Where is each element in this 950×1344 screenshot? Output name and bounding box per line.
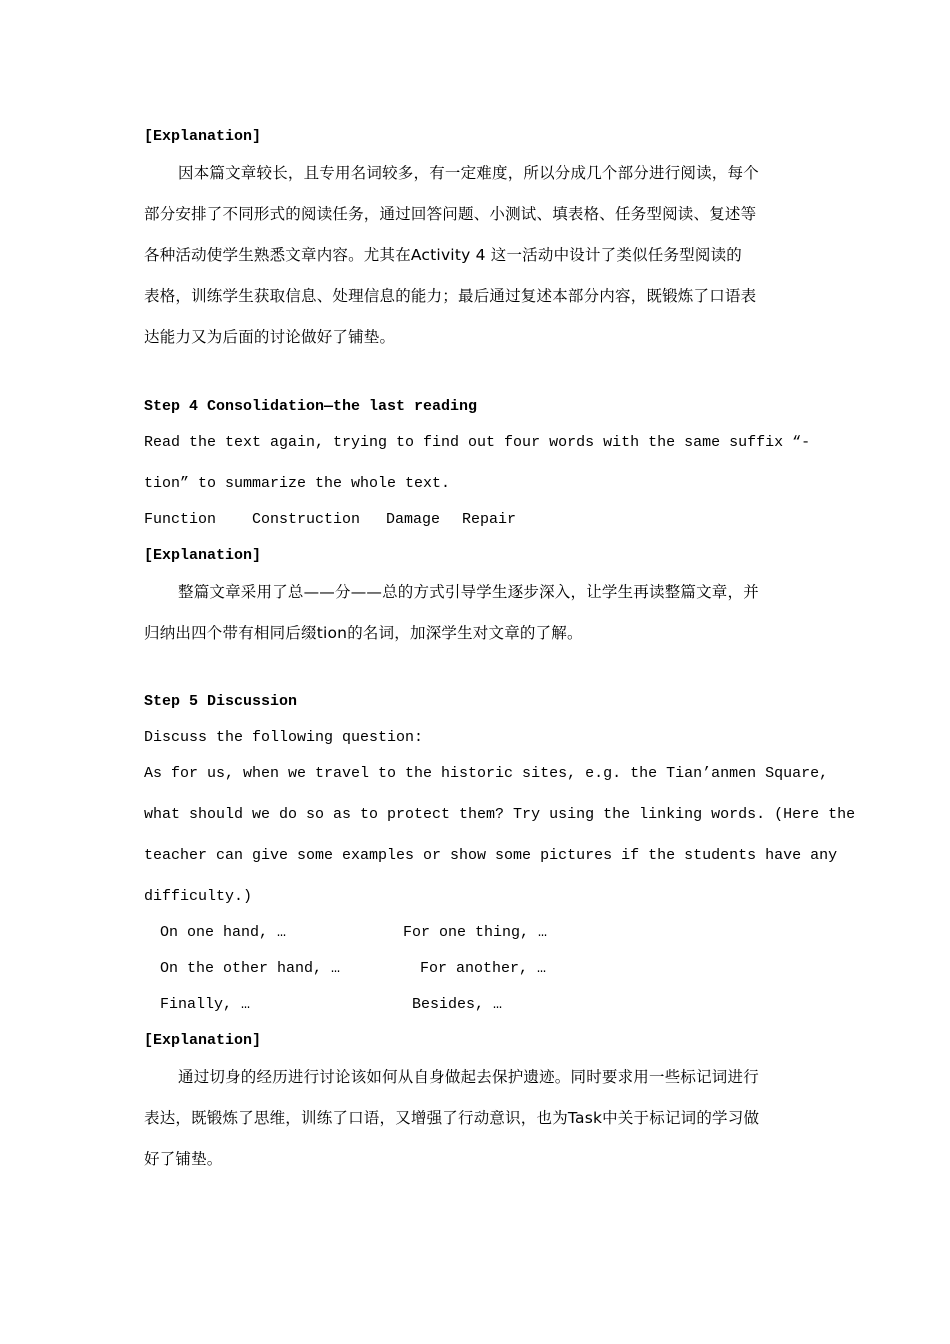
explanation-1-line-3: 各种活动使学生熟悉文章内容。尤其在Activity 4 这一活动中设计了类似任务型阅读的 — [144, 246, 742, 264]
explanation-1-line-1: 因本篇文章较长，且专用名词较多，有一定难度，所以分成几个部分进行阅读，每个 — [178, 164, 759, 182]
explanation-2-line-2: 归纳出四个带有相同后缀tion的名词，加深学生对文章的了解。 — [144, 624, 583, 642]
step4-heading: Step 4 Consolidation—the last reading — [144, 398, 478, 415]
explanation-heading-1: [Explanation] — [144, 128, 262, 145]
step5-question-line-2: what should we do so as to protect them? Try using the linking words. (Here the — [144, 806, 856, 823]
step5-question-line-1: As for us, when we travel to the historic sites, e.g. the Tian’anmen Square, — [144, 765, 829, 782]
step5-question-line-3: teacher can give some examples or show some pictures if the students have any — [144, 847, 838, 864]
explanation-1-line-2: 部分安排了不同形式的阅读任务，通过回答问题、小测试、填表格、任务型阅读、复述等 — [144, 205, 757, 223]
linking-word-on-one-hand: On one hand, … — [160, 924, 287, 941]
step4-word-damage: Damage — [386, 511, 441, 528]
linking-word-finally: Finally, … — [160, 996, 251, 1013]
explanation-3-line-3: 好了铺垫。 — [144, 1150, 223, 1168]
explanation-heading-3: [Explanation] — [144, 1032, 262, 1049]
step4-word-repair: Repair — [462, 511, 517, 528]
linking-word-besides: Besides, … — [412, 996, 503, 1013]
linking-word-for-another: For another, … — [420, 960, 547, 977]
explanation-3-line-1: 通过切身的经历进行讨论该如何从自身做起去保护遗迹。同时要求用一些标记词进行 — [178, 1068, 759, 1086]
explanation-1-line-4: 表格，训练学生获取信息、处理信息的能力；最后通过复述本部分内容，既锻炼了口语表 — [144, 287, 757, 305]
explanation-3-line-2: 表达，既锻炼了思维，训练了口语，又增强了行动意识，也为Task中关于标记词的学习做 — [144, 1109, 760, 1127]
explanation-2-line-1: 整篇文章采用了总——分——总的方式引导学生逐步深入，让学生再读整篇文章，并 — [178, 583, 759, 601]
step5-question-line-4: difficulty.) — [144, 888, 253, 905]
linking-word-for-one-thing: For one thing, … — [403, 924, 548, 941]
step4-instruction-line-2: tion” to summarize the whole text. — [144, 475, 451, 492]
step5-intro: Discuss the following question: — [144, 729, 424, 746]
step4-word-function: Function — [144, 511, 217, 528]
step4-word-construction: Construction — [252, 511, 361, 528]
step4-instruction-line-1: Read the text again, trying to find out four words with the same suffix “- — [144, 434, 811, 451]
linking-word-on-the-other-hand: On the other hand, … — [160, 960, 341, 977]
step5-heading: Step 5 Discussion — [144, 693, 298, 710]
explanation-heading-2: [Explanation] — [144, 547, 262, 564]
explanation-1-line-5: 达能力又为后面的讨论做好了铺垫。 — [144, 328, 396, 346]
